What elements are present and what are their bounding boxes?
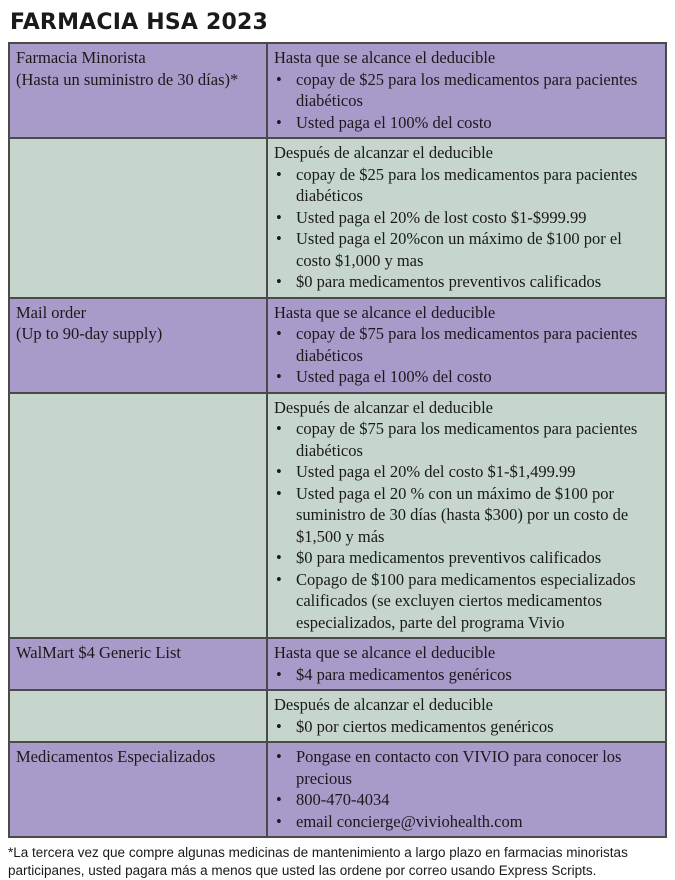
coverage-heading: Después de alcanzar el deducible: [274, 397, 493, 417]
coverage-heading: Hasta que se alcance el deducible: [274, 643, 496, 662]
plan-type-cell: [9, 690, 267, 742]
coverage-list: [274, 716, 659, 738]
plan-type-cell: [9, 393, 267, 639]
coverage-cell: [267, 690, 666, 742]
page-title: FARMACIA HSA 2023: [10, 10, 268, 35]
coverage-item: • Usted paga el 20% de lost costo $1-$999.99: [296, 207, 659, 229]
coverage-cell: [267, 43, 666, 138]
coverage-item: • $4 para medicamentos genéricos: [296, 664, 659, 686]
table-row: [9, 690, 666, 742]
benefits-table-body: [9, 43, 666, 837]
table-row: [9, 43, 666, 138]
coverage-item: • copay de $75 para los medicamentos para pacientes diabéticos: [296, 323, 659, 366]
plan-type-cell: [9, 742, 267, 837]
plan-type-label: (Up to 90-day supply): [16, 324, 163, 343]
page: [8, 8, 667, 880]
coverage-item: • Usted paga el 100% del costo: [296, 366, 659, 388]
benefits-table: [8, 42, 667, 838]
plan-type-label: Mail order: [16, 302, 87, 322]
coverage-item: • Usted paga el 20% del costo $1-$1,499.99: [296, 461, 659, 483]
coverage-item: • copay de $25 para los medicamentos para pacientes diabéticos: [296, 69, 659, 112]
coverage-item: • Copago de $100 para medicamentos especializados calificados (se excluyen ciertos medicamentos especializados, parte del programa Vivio: [296, 569, 659, 634]
table-row: [9, 742, 666, 837]
plan-type-cell: [9, 43, 267, 138]
plan-type-label: (Hasta un suministro de 30 días)*: [16, 69, 239, 89]
coverage-item: • Usted paga el 20%con un máximo de $100 por el costo $1,000 y mas: [296, 228, 659, 271]
coverage-heading: Hasta que se alcance el deducible: [274, 48, 496, 67]
table-row: [9, 298, 666, 393]
footnote: *La tercera vez que compre algunas medicinas de mantenimiento a largo plazo en farmacias minoristas participanes, usted pagara más a menos que usted las ordene por correo usando Express Scripts.: [8, 845, 628, 878]
coverage-cell: [267, 742, 666, 837]
coverage-item: • Usted paga el 20 % con un máximo de $100 por suministro de 30 días (hasta $300) por un costo de $1,500 y más: [296, 483, 659, 548]
coverage-item: • Usted paga el 100% del costo: [296, 112, 659, 134]
coverage-item: • email concierge@viviohealth.com: [296, 811, 659, 833]
coverage-item: • copay de $75 para los medicamentos para pacientes diabéticos: [296, 418, 659, 461]
coverage-heading: Después de alcanzar el deducible: [274, 695, 493, 714]
coverage-list: [274, 664, 659, 686]
coverage-item: • $0 para medicamentos preventivos calificados: [296, 547, 659, 569]
coverage-list: [274, 164, 659, 293]
coverage-cell: [267, 138, 666, 298]
plan-type-cell: [9, 638, 267, 690]
plan-type-cell: [9, 298, 267, 393]
coverage-cell: [267, 298, 666, 393]
coverage-item: • 800-470-4034: [296, 789, 659, 811]
table-row: [9, 138, 666, 298]
coverage-list: [274, 323, 659, 388]
coverage-item: • $0 para medicamentos preventivos calificados: [296, 271, 659, 293]
plan-type-label: Farmacia Minorista: [16, 48, 146, 67]
table-row: [9, 393, 666, 639]
plan-type-label: Medicamentos Especializados: [16, 747, 216, 766]
coverage-item: • $0 por ciertos medicamentos genéricos: [296, 716, 659, 738]
plan-type-cell: [9, 138, 267, 298]
coverage-item: • Pongase en contacto con VIVIO para conocer los precious: [296, 746, 659, 789]
coverage-cell: [267, 393, 666, 639]
coverage-cell: [267, 638, 666, 690]
coverage-heading: Hasta que se alcance el deducible: [274, 302, 496, 322]
coverage-list: [274, 418, 659, 633]
plan-type-label: WalMart $4 Generic List: [16, 643, 181, 662]
coverage-heading: Después de alcanzar el deducible: [274, 143, 493, 162]
coverage-list: [274, 69, 659, 134]
table-row: [9, 638, 666, 690]
coverage-list: [274, 746, 659, 832]
coverage-item: • copay de $25 para los medicamentos para pacientes diabéticos: [296, 164, 659, 207]
